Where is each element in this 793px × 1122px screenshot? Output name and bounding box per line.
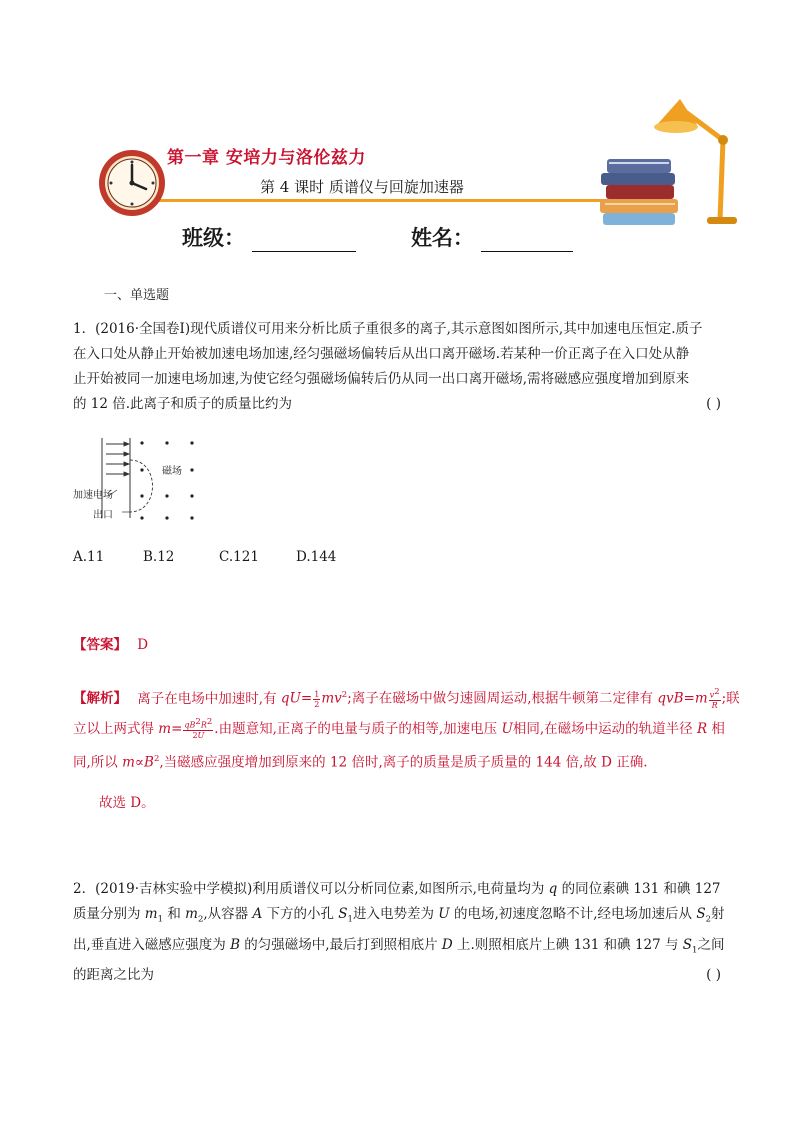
class-input[interactable]: [252, 231, 356, 252]
question-1: [73, 317, 721, 417]
analysis-line-2: 立以上两式得 m= $\frac{qB^2R^2}{2U}$ .由题意知,正离子的电量与质子的相等,加速电压 U相同,在磁场中运动的轨道半径 R 相: [73, 717, 725, 740]
name-label: 姓名：: [410, 226, 474, 250]
question-1-text-1: (2016·全国卷Ⅰ)现代质谱仪可用来分析比质子重很多的离子,其示意图如图所示,其中加速电压恒定.质子: [95, 321, 703, 337]
header-divider: [135, 199, 655, 202]
question-1-line-1: [73, 317, 721, 342]
question-1-number: 1．: [73, 321, 96, 337]
conclusion: 故选 D。: [99, 795, 155, 811]
analysis-text-1b: ;离子在磁场中做匀速圆周运动,根据牛顿第二定律有: [347, 690, 658, 707]
answer-blank: ( ): [706, 396, 721, 412]
section-title: 一、单选题: [104, 288, 170, 303]
label-magnetic-field: 磁场: [162, 466, 182, 477]
label-accel-field: 加速电场: [73, 490, 113, 501]
magnetic-field-dots: [140, 441, 193, 519]
analysis-text-1a: 离子在电场中加速时,有: [137, 690, 281, 707]
mass-spectrometer-figure: [72, 430, 232, 530]
question-2-text-4: 的距离之比为: [73, 967, 154, 984]
question-1-text-4: 的 12 倍.此离子和质子的质量比约为: [73, 396, 293, 412]
question-2: [73, 877, 725, 988]
question-2-text-2c: ,从容器: [203, 906, 253, 922]
answer-blank-2: ( ): [706, 967, 721, 984]
lesson-title: 第 4 课时 质谱仪与回旋加速器: [260, 178, 464, 196]
question-2-text-3a: 出,垂直进入磁感应强度为: [73, 936, 231, 953]
question-2-text-2a: 质量分别为: [73, 906, 145, 922]
question-2-number: 2．: [73, 881, 96, 897]
question-2-line-4: [73, 963, 721, 988]
option-b[interactable]: B.12: [143, 549, 175, 565]
analysis-line-1: 【解析】 离子在电场中加速时,有 qU= $\frac{1}{2}$ $mv^2$;离子在磁场中做匀速圆周运动,根据牛顿第二定律有 qvB=m $\frac{v^2}{R}$ ;联: [73, 687, 740, 710]
question-2-line-3: 出,垂直进入磁感应强度为 B 的匀强磁场中,最后打到照相底片 D 上.则照相底片上碘 131 和碘 127 与 $S_1$之间: [73, 936, 725, 956]
question-1-line-2: 在入口处从静止开始被加速电场加速,经匀强磁场偏转后从出口离开磁场.若某种一价正离子在入口处从静: [73, 346, 690, 362]
question-2-text-2b: 和: [163, 906, 186, 922]
class-label: 班级：: [182, 226, 245, 250]
analysis-block: [73, 680, 740, 777]
question-2-line-2: 质量分别为 $m_1$ 和 $m_2$,从容器 A 下方的小孔 $S_1$进入电势差为 U 的电场,初速度忽略不计,经电场加速后从 $S_2$射: [73, 906, 725, 925]
answer-line: [73, 633, 148, 653]
question-2-text-3d: 之间: [697, 936, 725, 953]
clock-icon: [99, 150, 165, 216]
analysis-text-2b: .由题意知,正离子的电量与质子的相等,加速电压: [214, 720, 502, 737]
question-2-text-2g: 射: [711, 906, 725, 922]
question-1-line-3: 止开始被同一加速电场加速,为使它经匀强磁场偏转后仍从同一出口离开磁场,需将磁感应强度增加到原来: [73, 371, 690, 387]
student-info-row: [182, 222, 573, 252]
trajectory-arc: [130, 460, 153, 512]
label-exit: 出口: [93, 510, 113, 521]
analysis-text-2d: 相: [707, 720, 725, 737]
question-1-line-4: [73, 392, 721, 417]
analysis-text-2c: 相同,在磁场中运动的轨道半径: [512, 720, 697, 737]
answer-label: 【答案】: [73, 637, 127, 653]
question-2-line-1: 2．(2019·吉林实验中学模拟)利用质谱仪可以分析同位素,如图所示,电荷量均为 q 的同位素碘 131 和碘 127: [73, 881, 721, 897]
analysis-text-3b: ,当磁感应强度增加到原来的 12 倍时,离子的质量是质子质量的 144 倍,故 D 正确.: [159, 754, 648, 770]
question-2-text-3c: 上.则照相底片上碘 131 和碘 127 与: [452, 936, 683, 953]
option-c[interactable]: C.121: [219, 549, 259, 565]
analysis-text-3a: 同,所以: [73, 754, 123, 770]
books-lamp-icon: [600, 99, 737, 225]
question-2-text-2e: 进入电势差为: [352, 906, 439, 922]
analysis-line-3: 同,所以 $m\propto B^2$,当磁感应强度增加到原来的 12 倍时,离子的质量是质子质量的 144 倍,故 D 正确.: [73, 753, 648, 770]
analysis-label: 【解析】: [73, 690, 127, 707]
field-arrows: [106, 442, 129, 476]
name-input[interactable]: [481, 231, 573, 252]
question-2-text-2d: 下方的小孔: [262, 906, 339, 922]
question-2-text-1b: 的同位素碘 131 和碘 127: [557, 881, 721, 897]
question-2-text-1a: (2019·吉林实验中学模拟)利用质谱仪可以分析同位素,如图所示,电荷量均为: [95, 881, 549, 897]
question-2-text-2f: 的电场,初速度忽略不计,经电场加速后从: [449, 906, 697, 922]
chapter-title: 第一章 安培力与洛伦兹力: [167, 148, 366, 168]
question-2-text-3b: 的匀强磁场中,最后打到照相底片: [240, 936, 442, 953]
option-d[interactable]: D.144: [296, 549, 337, 565]
analysis-text-1c: ;联: [721, 690, 740, 707]
analysis-text-2a: 立以上两式得: [73, 720, 159, 737]
answer-value: D: [137, 637, 149, 653]
option-a[interactable]: A.11: [73, 549, 105, 565]
question-1-options: [73, 549, 336, 565]
